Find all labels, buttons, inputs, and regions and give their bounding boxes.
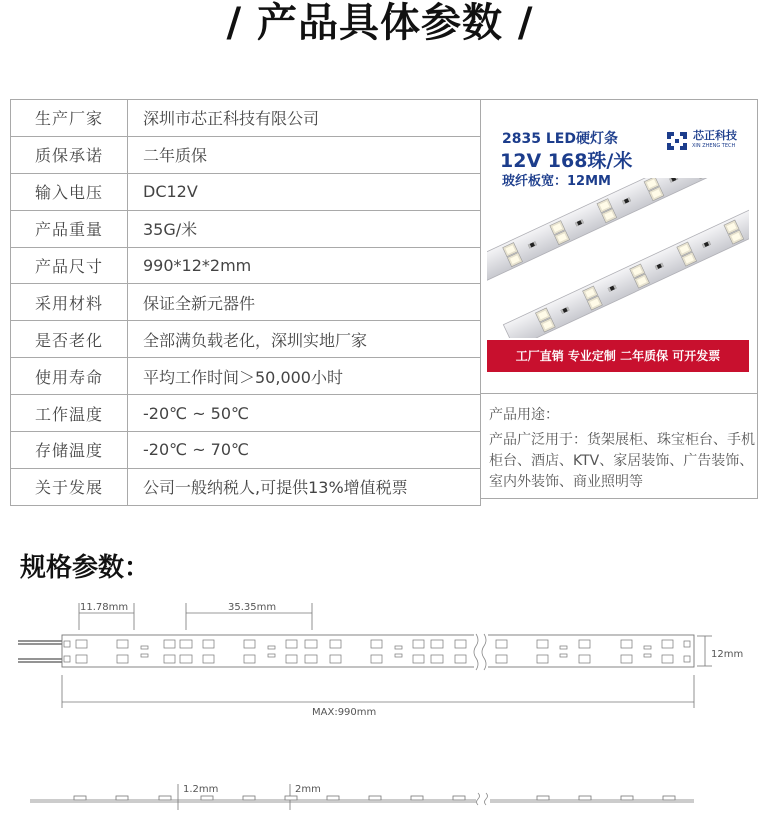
param-value: DC12V [128,173,481,210]
param-key: 生产厂家 [11,100,128,137]
table-row [11,468,481,505]
param-key: 产品尺寸 [11,247,128,284]
param-value: 平均工作时间＞50,000小时 [128,358,481,395]
pcb-thickness-label: 1.2mm [183,784,219,795]
param-key: 输入电压 [11,173,128,210]
table-row [11,432,481,469]
spec-section-title: 规格参数： [20,553,151,583]
table-row [11,210,481,247]
promo-banner: 工厂直销 专业定制 二年质保 可开发票 [487,340,749,372]
table-row [11,173,481,210]
length-label: MAX:990mm [312,707,377,718]
product-panel [481,99,758,499]
table-row [11,284,481,321]
product-image [487,108,749,380]
param-value: -20℃ ~ 70℃ [128,432,481,469]
side-view-leds [74,796,675,800]
promo-product-name: 2835 LED硬灯条 [502,131,618,147]
param-key: 存储温度 [11,432,128,469]
table-row [11,136,481,173]
param-key: 产品重量 [11,210,128,247]
table-row [11,358,481,395]
dimension-drawing [0,590,760,831]
param-value: 保证全新元器件 [128,284,481,321]
param-key: 采用材料 [11,284,128,321]
promo-spec: 12V 168珠/米 [500,150,633,172]
param-value: -20℃ ~ 50℃ [128,395,481,432]
param-value: 990*12*2mm [128,247,481,284]
table-row [11,100,481,137]
brand-logo-icon [665,130,689,152]
page-title: / 产品具体参数 / [226,0,534,46]
table-row [11,247,481,284]
total-thickness-label: 2mm [295,784,321,795]
param-value: 公司一般纳税人,可提供13%增值税票 [128,468,481,505]
param-key: 关于发展 [11,468,128,505]
led-strip-image [487,178,749,338]
param-value: 全部满负载老化，深圳实地厂家 [128,321,481,358]
param-value: 35G/米 [128,210,481,247]
width-label: 12mm [711,649,744,660]
usage-title: 产品用途： [489,407,559,423]
promo-board-width: 玻纤板宽：12MM [502,174,611,189]
param-value: 深圳市芯正科技有限公司 [128,100,481,137]
usage-text: 产品广泛用于：货架展柜、珠宝柜台、手机柜台、酒店、KTV、家居装饰、广告装饰、室内外装饰、商业照明等 [489,432,755,490]
param-key: 质保承诺 [11,136,128,173]
param-key: 工作温度 [11,395,128,432]
brand-name: 芯正科技 [693,129,737,142]
param-key: 是否老化 [11,321,128,358]
parameter-table [10,99,481,506]
pitch-label: 11.78mm [80,602,129,613]
param-key: 使用寿命 [11,358,128,395]
divider [481,393,758,394]
param-value: 二年质保 [128,136,481,173]
table-row [11,395,481,432]
table-row [11,321,481,358]
brand-name-en: XIN ZHENG TECH [692,143,736,149]
segment-label: 35.35mm [228,602,277,613]
